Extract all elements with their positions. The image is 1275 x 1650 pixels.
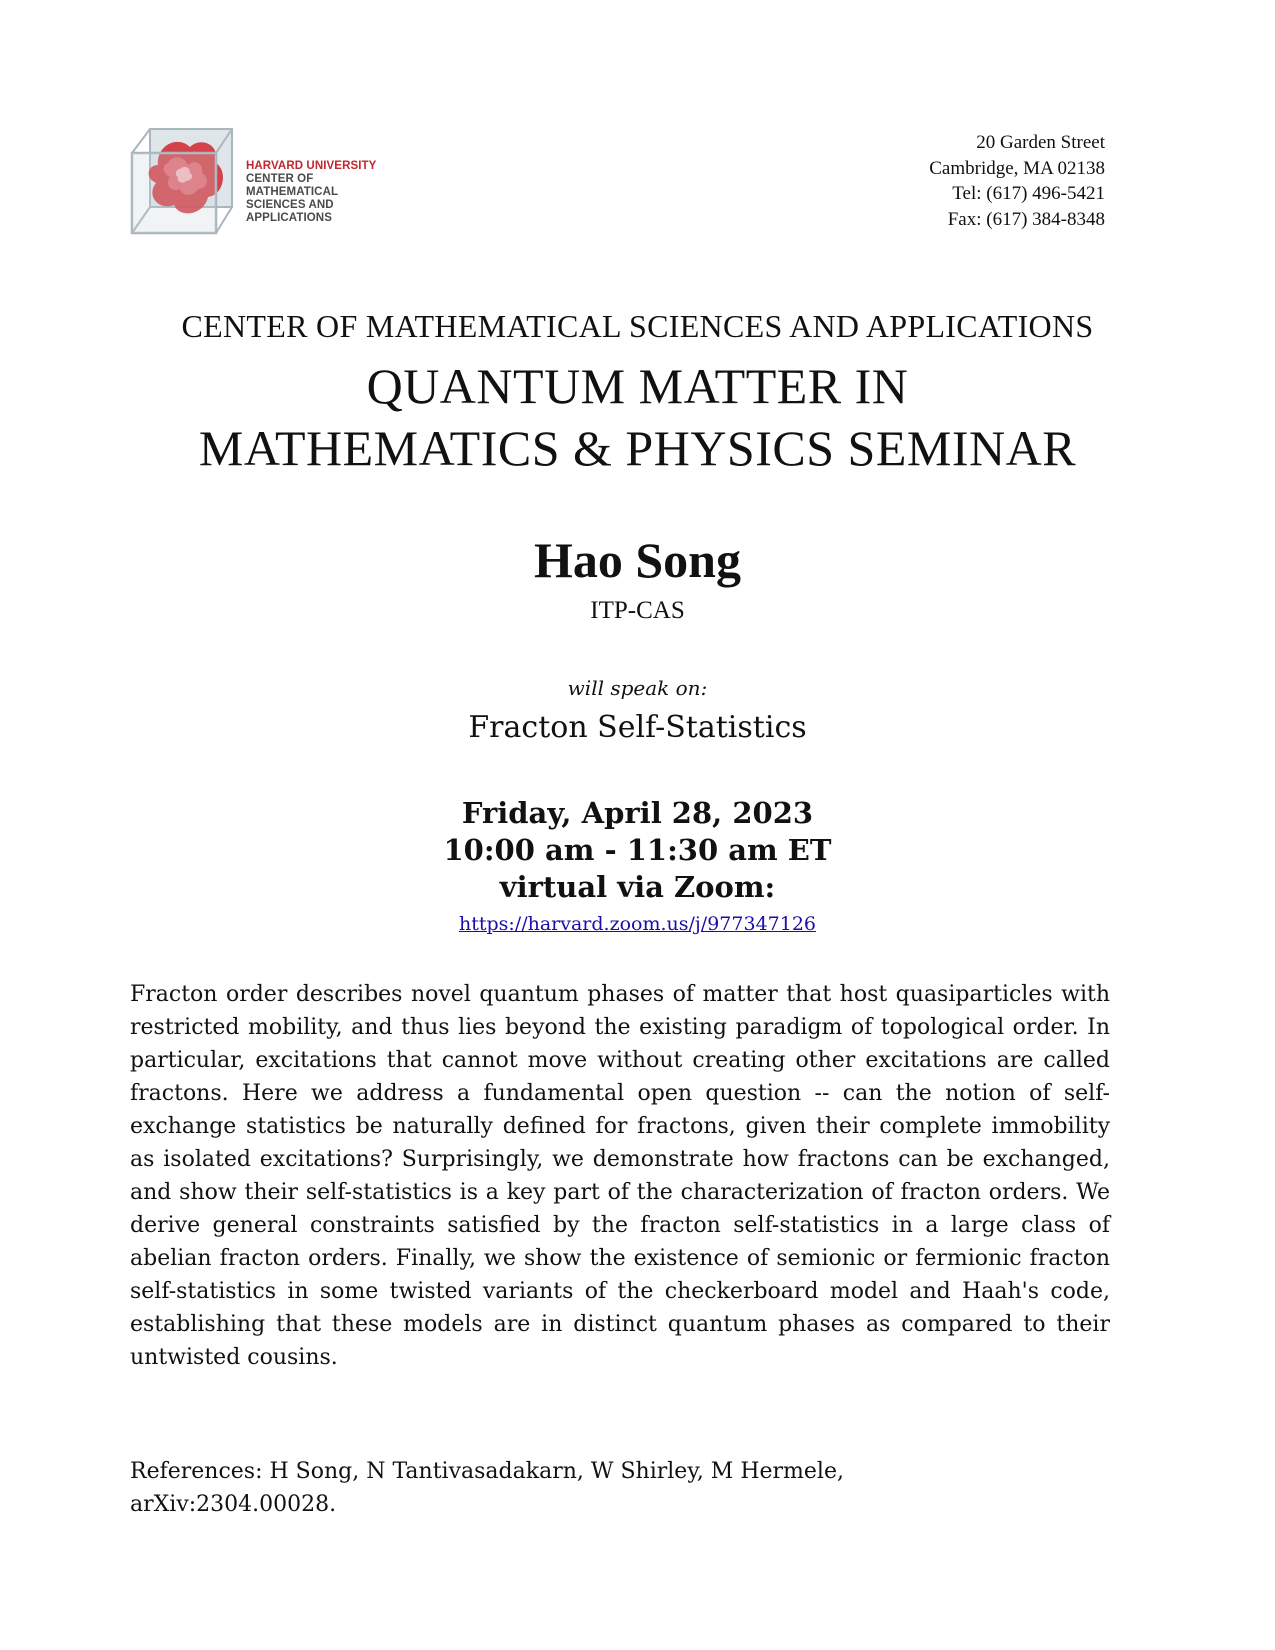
- address-fax: Fax: (617) 384-8348: [947, 208, 1105, 230]
- references-line2: arXiv:2304.00028.: [130, 1492, 337, 1517]
- references-line1: References: H Song, N Tantivasadakarn, W Shirley, M Hermele,: [130, 1459, 844, 1484]
- seminar-title-line2: MATHEMATICS & PHYSICS SEMINAR: [198, 420, 1077, 476]
- event-time: 10:00 am - 11:30 am ET: [443, 833, 832, 867]
- talk-title: Fracton Self-Statistics: [468, 710, 807, 745]
- speaker-affiliation: ITP-CAS: [590, 597, 685, 624]
- address-tel: Tel: (617) 496-5421: [952, 183, 1105, 204]
- address-block: [929, 130, 1105, 232]
- logo-org-name: HARVARD UNIVERSITY: [246, 160, 377, 172]
- event-location: virtual via Zoom:: [499, 870, 776, 904]
- logo-dept-line1: CENTER OF MATHEMATICAL: [246, 173, 339, 198]
- cmsa-logo: [128, 125, 408, 240]
- logo-dept-line2: SCIENCES AND APPLICATIONS: [246, 199, 334, 224]
- references: [130, 1455, 1110, 1521]
- event-date: Friday, April 28, 2023: [461, 796, 814, 830]
- zoom-link[interactable]: https://harvard.zoom.us/j/977347126: [458, 913, 817, 935]
- address-street: 20 Garden Street: [976, 132, 1105, 153]
- abstract-paragraph: Fracton order describes novel quantum phases of matter that host quasiparticles with restricted mobility, and thus lies beyond the existing paradigm of topological order. In particular, excitations that cannot move without creating other excitations are called fractons. Here we address a fundamental open question -- can the notion of self-exchange statistics be naturally defined for fractons, given their complete immobility as isolated excitations? Surprisingly, we demonstrate how fractons can be exchanged, and show their self-statistics is a key part of the characterization of fracton orders. We derive general constraints satisfied by the fracton self-statistics in a large class of abelian fracton orders. Finally, we show the existence of semionic or fermionic fracton self-statistics in some twisted variants of the checkerboard model and Haah's code, establishing that these models are in distinct quantum phases as compared to their untwisted cousins.: [130, 982, 1110, 1370]
- zoom-link-container: [0, 913, 1275, 935]
- center-name-heading: CENTER OF MATHEMATICAL SCIENCES AND APPLICATIONS: [181, 308, 1094, 344]
- logo-wordmark: [246, 160, 408, 225]
- will-speak-on-label: will speak on:: [567, 676, 708, 700]
- event-details: [0, 795, 1275, 906]
- address-city: Cambridge, MA 02138: [929, 157, 1105, 179]
- seminar-title-line1: QUANTUM MATTER IN: [366, 358, 909, 414]
- seminar-title: [0, 355, 1275, 479]
- cmsa-cube-logo-icon: [128, 125, 238, 240]
- speaker-name: Hao Song: [533, 532, 741, 588]
